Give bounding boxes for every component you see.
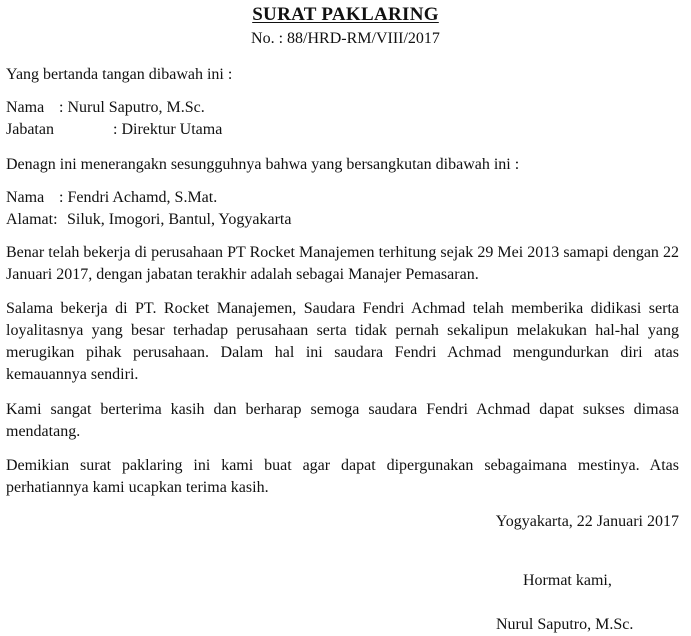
place-date: Yogyakarta, 22 Januari 2017 [495, 513, 679, 530]
paragraph-employment: Benar telah bekerja di perusahaan PT Rocket Manajemen terhitung sejak 29 Mei 2013 samapi dengan 22 Januari 2017, dengan jabatan terakhir adalah sebagai Manajer Pemasaran. [6, 244, 679, 283]
intro-text: Yang bertanda tangan dibawah ini : [6, 66, 233, 83]
paragraph-dedication: Salama bekerja di PT. Rocket Manajemen, Saudara Fendri Achmad telah memberika didikasi serta loyalitasnya yang besar terhadap perusahaan serta tidak pernah sekalipun melakukan hal-hal yang merugikan pihak perusahaan. Dalam hal ini saudara Fendri Achmad mengundurkan diri atas kemauannya sendiri. [6, 300, 679, 383]
employee-address-label: Alamat: [6, 211, 58, 228]
employee-address-value: Siluk, Imogori, Bantul, Yogyakarta [67, 211, 292, 228]
signer-name-label: Nama [6, 99, 45, 116]
employee-address-row [6, 209, 291, 231]
signer-name-closing: Nurul Saputro, M.Sc. [496, 616, 634, 633]
signer-name-row [6, 97, 205, 119]
signer-position-row [6, 119, 222, 141]
paragraph-thanks: Kami sangat berterima kasih dan berharap semoga saudara Fendri Achmad dapat sukses dimasa mendatang. [6, 401, 679, 440]
letter-title: SURAT PAKLARING [252, 4, 439, 25]
signer-name-value: : Nurul Saputro, M.Sc. [59, 99, 205, 116]
employee-name-row [6, 187, 217, 209]
signer-position-value: : Direktur Utama [113, 121, 223, 138]
statement-text: Denagn ini menerangakn sesungguhnya bahwa yang bersangkutan dibawah ini : [6, 156, 520, 173]
letter-number: No. : 88/HRD-RM/VIII/2017 [251, 30, 440, 47]
employee-name-value: : Fendri Achamd, S.Mat. [59, 189, 218, 206]
employee-name-label: Nama [6, 189, 45, 206]
regards-text: Hormat kami, [523, 572, 612, 589]
signer-position-label: Jabatan [6, 121, 54, 138]
paragraph-closing: Demikian surat paklaring ini kami buat agar dapat dipergunakan sebagaimana mestinya. Atas perhatiannya kami ucapkan terima kasih. [6, 457, 679, 496]
